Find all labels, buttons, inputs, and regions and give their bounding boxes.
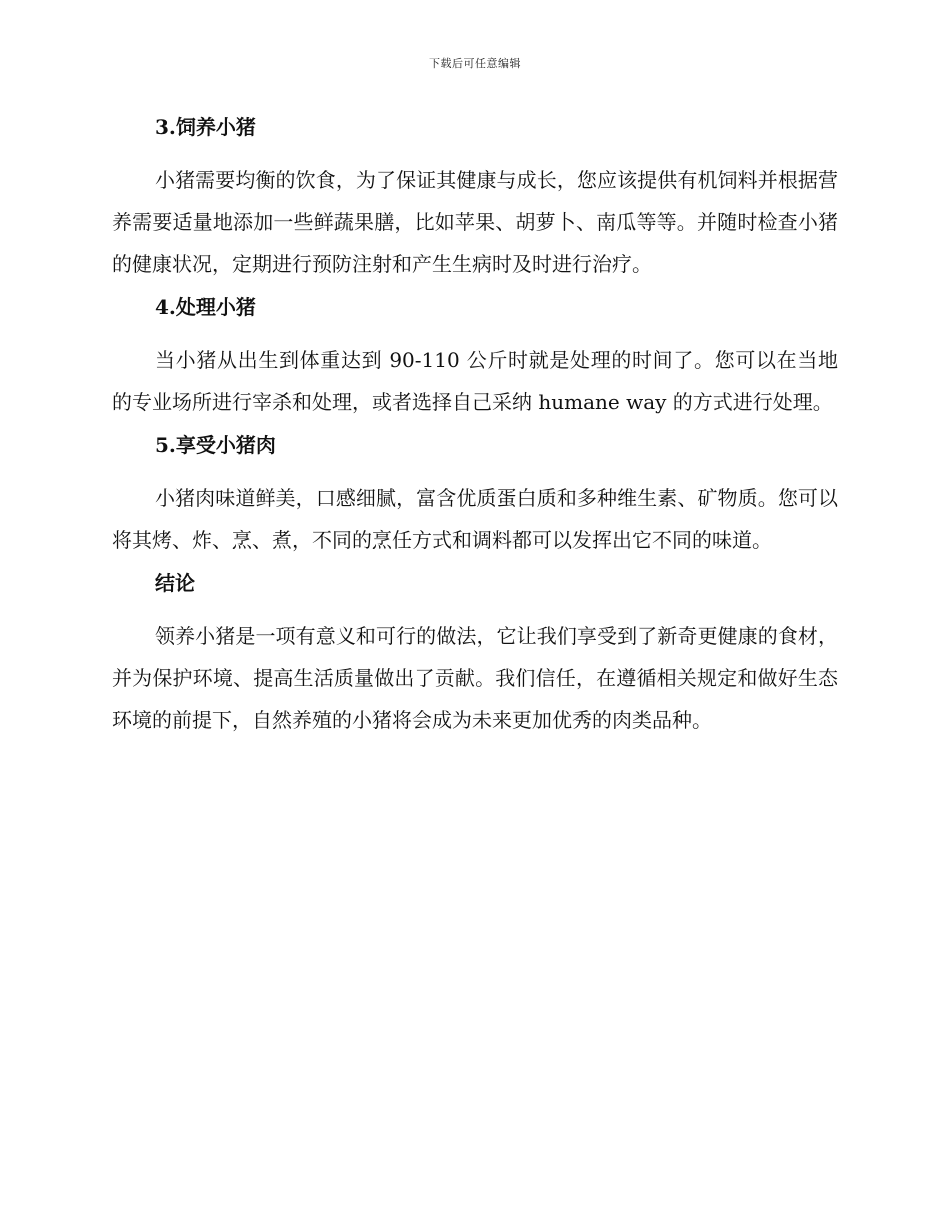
section-heading-processing: 4.处理小猪 <box>155 295 256 319</box>
section-paragraph-processing: 当小猪从出生到体重达到 90-110 公斤时就是处理的时间了。您可以在当地的专业场所进行宰杀和处理，或者选择自己采纳 humane way 的方式进行处理。 <box>112 348 838 414</box>
document-body <box>112 112 838 748</box>
section-heading-enjoying: 5.享受小猪肉 <box>155 433 276 457</box>
section-heading-conclusion: 结论 <box>155 571 195 595</box>
section-paragraph-feeding: 小猪需要均衡的饮食，为了保证其健康与成长，您应该提供有机饲料并根据营养需要适量地添加一些鲜蔬果膳，比如苹果、胡萝卜、南瓜等等。并随时检查小猪的健康状况，定期进行预防注射和产生生病时及时进行治疗。 <box>112 168 838 276</box>
page-header: 下载后可任意编辑 <box>429 57 521 70</box>
section-heading-feeding: 3.饲养小猪 <box>155 115 256 139</box>
section-paragraph-enjoying: 小猪肉味道鲜美，口感细腻，富含优质蛋白质和多种维生素、矿物质。您可以将其烤、炸、烹、煮，不同的烹任方式和调料都可以发挥出它不同的味道。 <box>112 486 838 552</box>
section-paragraph-conclusion: 领养小猪是一项有意义和可行的做法，它让我们享受到了新奇更健康的食材，并为保护环境、提高生活质量做出了贡献。我们信任，在遵循相关规定和做好生态环境的前提下，自然养殖的小猪将会成为未来更加优秀的肉类品种。 <box>112 624 838 732</box>
